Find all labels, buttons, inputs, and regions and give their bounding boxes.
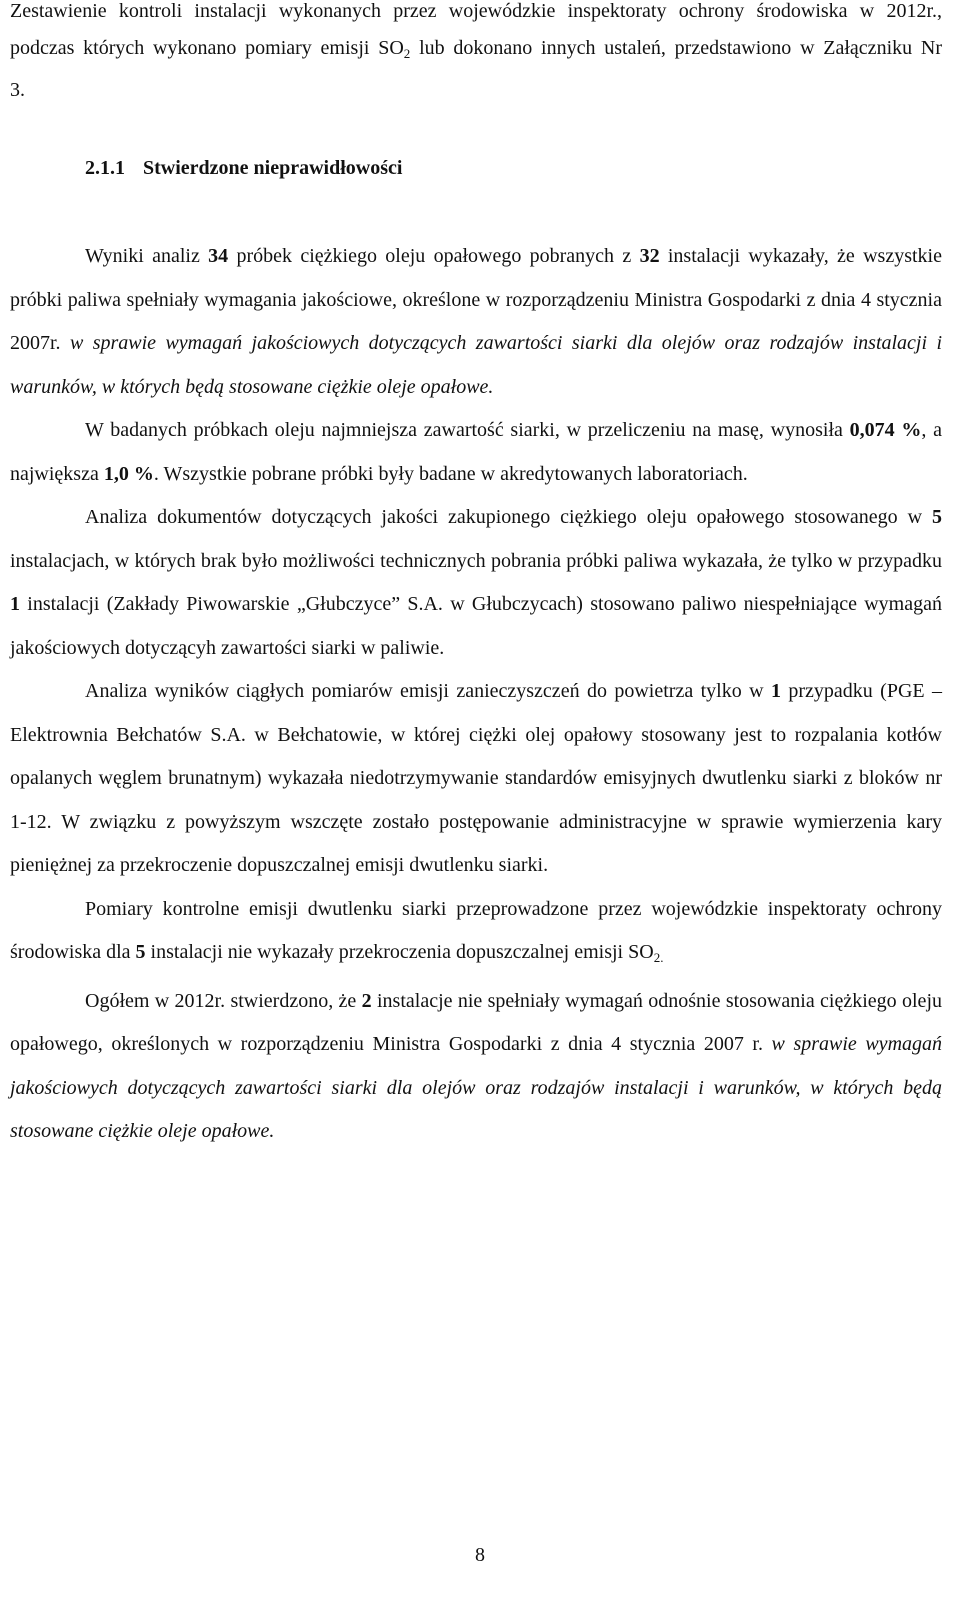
text-run: Wyniki analiz bbox=[85, 245, 209, 267]
min-sulfur-value: 0,074 % bbox=[849, 419, 922, 441]
text-run: , a największa bbox=[10, 419, 942, 485]
section-title: Stwierdzone nieprawidłowości bbox=[143, 157, 403, 179]
max-sulfur-value: 1,0 % bbox=[103, 462, 154, 485]
text-run: instalacji (Zakłady Piwowarskie „Głubczyce” S.A. w Głubczycach) stosowano paliwo niespełniające wymagań jakościowych dotyczącyh zawartości siarki w paliwie. bbox=[10, 593, 942, 659]
text-run: W badanych próbkach oleju najmniejsza zawartość siarki, w przeliczeniu na masę, wynosiła bbox=[85, 419, 850, 441]
text-run: instalacji wykazały, że wszystkie próbki paliwa spełniały wymagania jakościowe, określone w rozporządzeniu Ministra Gospodarki z dnia 4 stycznia 2007r. bbox=[10, 245, 942, 354]
intro-paragraph bbox=[10, 0, 942, 109]
installation-count: 32 bbox=[639, 245, 660, 267]
so2-subscript: 2 bbox=[403, 46, 411, 61]
paragraph-control-measurements bbox=[10, 888, 942, 980]
page-number: 8 bbox=[475, 1544, 485, 1566]
text-run: Analiza dokumentów dotyczących jakości zakupionego ciężkiego oleju opałowego stosowanego w bbox=[85, 506, 932, 528]
noncompliant-count: 1 bbox=[10, 593, 20, 615]
text-run: przypadku (PGE – Elektrownia Bełchatów S.A. w Bełchatowie, w której ciężki olej opałowy stosowany jest to rozpalania kotłów opalanych węglem brunatnym) wykazała niedotrzymywanie standardów emisyjnych dwutlenku siarki z bloków nr 1-12. W związku z powyższym wszczęte zostało postępowanie administracyjne w sprawie wymierzenia kary pieniężnej za przekroczenie dopuszczalnej emisji dwutlenku siarki. bbox=[10, 680, 942, 876]
paragraph-continuous-measurements bbox=[10, 670, 942, 888]
regulation-title: w sprawie wymagań jakościowych dotyczących zawartości siarki dla olejów oraz rodzajów instalacji i warunków, w których będą stosowane ciężkie oleje opałowe. bbox=[10, 1033, 943, 1142]
so2-subscript: 2. bbox=[653, 950, 664, 965]
text-run: instalacje nie spełniały wymagań odnośnie stosowania ciężkiego oleju opałowego, określonych w rozporządzeniu Ministra Gospodarki z dnia 4 stycznia 2007 r. bbox=[10, 989, 942, 1055]
regulation-title: w sprawie wymagań jakościowych dotyczących zawartości siarki dla olejów oraz rodzajów instalacji i warunków, w których będą stosowane ciężkie oleje opałowe. bbox=[10, 332, 943, 398]
installations-count: 5 bbox=[135, 941, 146, 963]
case-count: 1 bbox=[770, 680, 781, 702]
installations-count: 5 bbox=[932, 506, 942, 528]
document-page bbox=[10, 0, 942, 1154]
text-run: Analiza wyników ciągłych pomiarów emisji zanieczyszczeń do powietrza tylko w bbox=[85, 680, 771, 702]
paragraph-sample-analysis bbox=[10, 235, 942, 409]
paragraph-document-analysis bbox=[10, 496, 942, 670]
text-run: instalacjach, w których brak było możliwości technicznych pobrania próbki paliwa wykazała, że tylko w przypadku bbox=[10, 549, 942, 572]
text-run: . Wszystkie pobrane próbki były badane w akredytowanych laboratoriach. bbox=[153, 462, 748, 485]
text-run: Pomiary kontrolne emisji dwutlenku siarki przeprowadzone przez wojewódzkie inspektoraty ochrony środowiska dla bbox=[10, 897, 942, 963]
text-run: instalacji nie wykazały przekroczenia dopuszczalnej emisji SO bbox=[145, 941, 654, 963]
noncompliant-installations-count: 2 bbox=[361, 989, 372, 1012]
intro-text-end: lub dokonano innych ustaleń, przedstawiono w Załączniku Nr 3. bbox=[10, 37, 942, 101]
paragraph-summary bbox=[10, 980, 942, 1154]
sample-count: 34 bbox=[208, 245, 229, 267]
paragraph-sulfur-content bbox=[10, 409, 942, 496]
section-number: 2.1.1 bbox=[85, 157, 125, 179]
text-run: Ogółem w 2012r. stwierdzono, że bbox=[85, 989, 362, 1012]
text-run: próbek ciężkiego oleju opałowego pobranych z bbox=[228, 245, 640, 267]
intro-text: Zestawienie kontroli instalacji wykonanych przez wojewódzkie inspektoraty ochrony środowiska w 2012r., podczas których wykonano pomiary emisji SO bbox=[10, 0, 942, 59]
section-heading bbox=[85, 153, 942, 183]
